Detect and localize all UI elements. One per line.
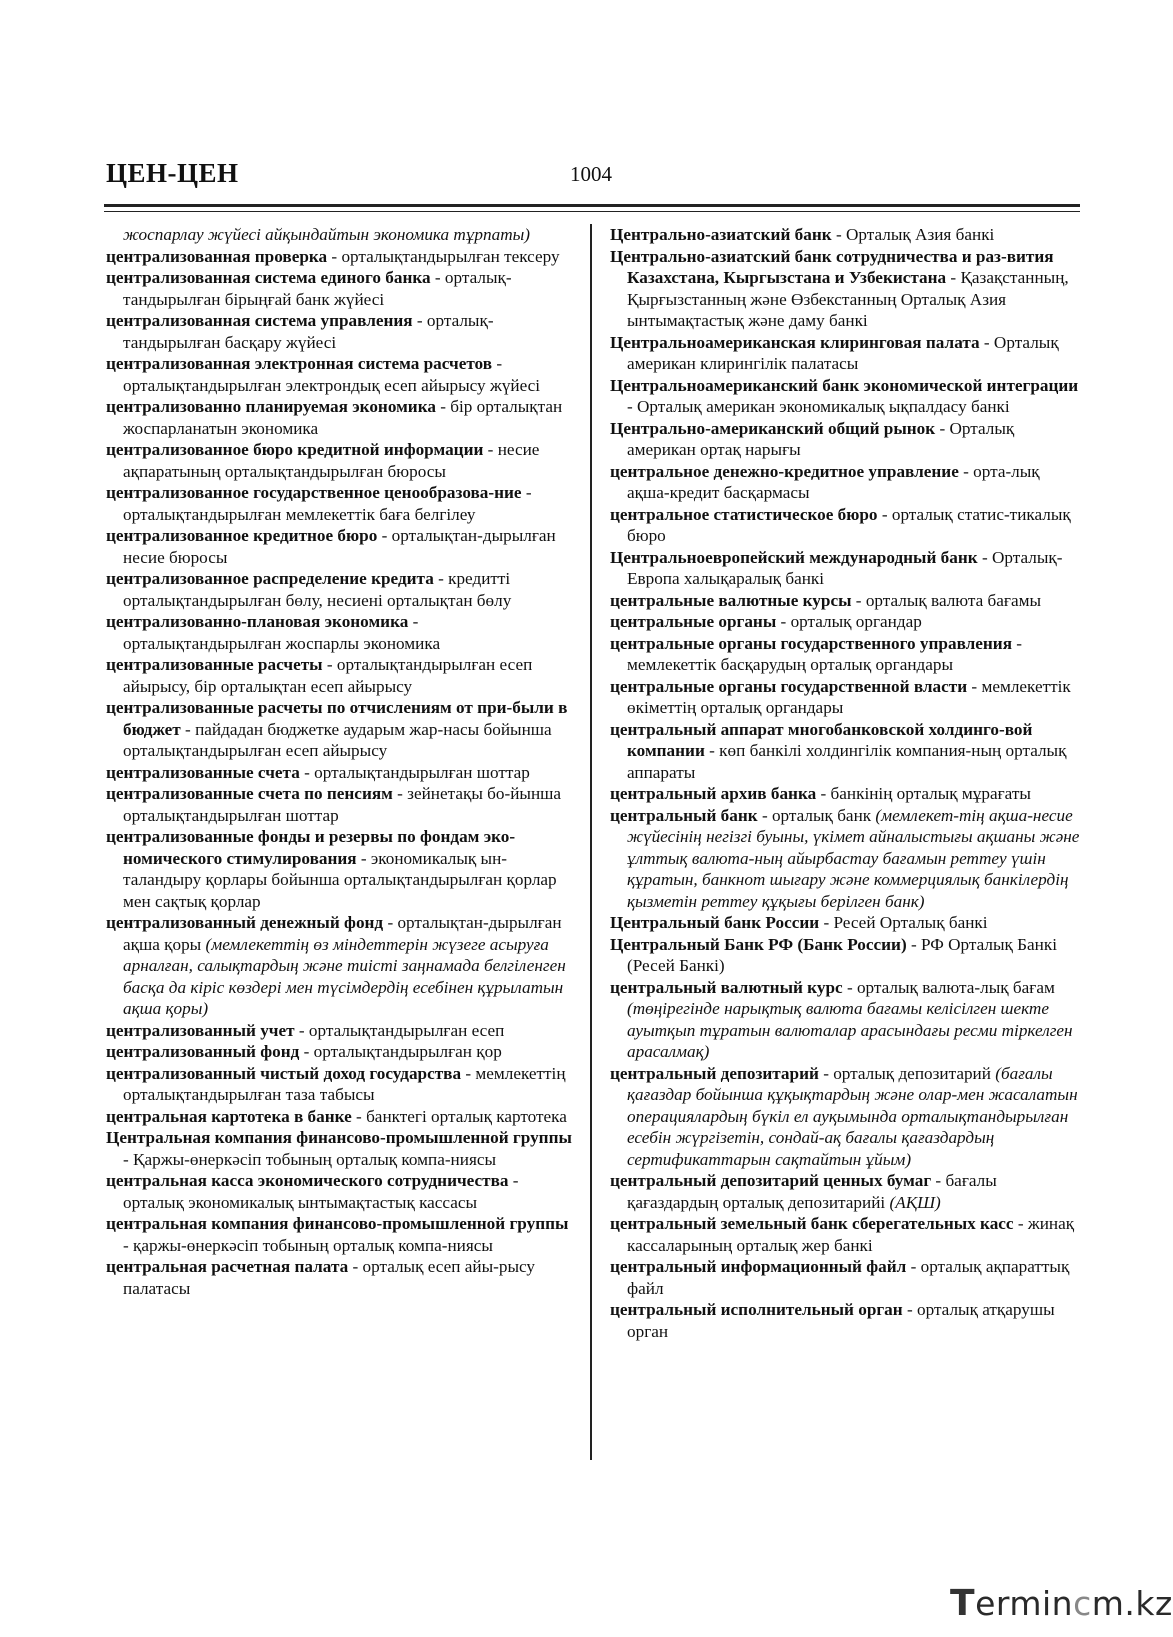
header-rule-thin: [104, 211, 1080, 212]
entry-definition: - орталықтандырылған тексеру: [327, 246, 560, 266]
dictionary-entry: [106, 654, 576, 697]
dictionary-entry: [106, 1041, 576, 1063]
logo-letter: T: [950, 1583, 976, 1624]
entry-term: централизованное государственное ценообразова-ние: [106, 483, 522, 502]
entry-term: центральные валютные курсы: [610, 590, 852, 610]
entry-definition: - РФ Орталық Банкі (Ресей Банкі): [627, 934, 1058, 975]
entry-term: Центрально-американский общий рынок: [610, 418, 936, 438]
entry-term: централизованные расчеты: [106, 655, 323, 674]
entry-definition: - орталық валюта-лық бағам: [842, 977, 1055, 997]
entry-term: центральная компания финансово-промышленной группы: [106, 1214, 569, 1233]
entry-definition: - орталық статис-тикалық бюро: [627, 504, 1071, 545]
dictionary-entry: [106, 1106, 576, 1128]
dictionary-entry: [610, 977, 1080, 1063]
entry-definition: - орталық-тандырылған бірыңғай банк жүйесі: [123, 268, 512, 309]
entry-term: центральное денежно-кредитное управление: [610, 461, 959, 481]
dictionary-entry: [106, 1063, 576, 1106]
entry-term: центральный депозитарий ценных бумаг: [610, 1171, 932, 1190]
entry-term: централизованная система управления: [106, 311, 413, 330]
dictionary-entry: [610, 719, 1080, 784]
entry-definition: - мемлекеттің орталықтандырылған таза табысы: [123, 1063, 566, 1104]
dictionary-entry: [106, 1256, 576, 1299]
entry-definition: - орталықтан-дырылған несие бюросы: [123, 526, 556, 567]
right-column: [610, 224, 1080, 1342]
entry-definition: - орталық есеп айы-рысу палатасы: [123, 1257, 536, 1298]
entry-term: централизованная проверка: [106, 246, 328, 266]
entry-term: Центральный Банк РФ (Банк России): [610, 934, 907, 954]
dictionary-entry: [106, 697, 576, 762]
entry-term: Центрально-азиатский банк сотрудничества и раз-вития Казахстана, Кыргызстана и Узбекистана: [610, 246, 1054, 287]
entry-term: центральный исполнительный орган: [610, 1300, 903, 1319]
entry-definition: - орталықтандырылған мемлекеттік баға белгілеу: [123, 483, 532, 524]
entry-definition: - пайдадан бюджетке аударым жар-насы бойынша орталықтандырылған есеп айырысу: [123, 719, 552, 760]
entry-definition: - банктегі орталық картотека: [351, 1106, 567, 1126]
entry-definition: - зейнетақы бо-йынша орталықтандырылған шоттар: [123, 784, 562, 825]
dictionary-entry: [610, 611, 1080, 633]
dictionary-entry: [610, 246, 1080, 332]
logo-text-end: m.kz: [1091, 1584, 1173, 1623]
entry-term: централизованные счета: [106, 762, 300, 782]
entry-definition: - Қазақстанның, Қырғызстанның және Өзбекстанның Орталық Азия ынтымақтастық және даму банкі: [627, 268, 1069, 330]
entry-definition: - орталық банк: [757, 805, 876, 825]
entry-term: центральные органы государственной власти: [610, 676, 968, 696]
dictionary-entry: [610, 805, 1080, 913]
dictionary-entry: [106, 439, 576, 482]
entry-term: Центральная компания финансово-промышленной группы: [106, 1128, 572, 1147]
entry-note: (мемлекеттің өз міндеттерін жүзеге асыруға арналған, салықтардың және тиісті заңнамада белгіленген басқа да кіріс көздері мен түсімдердің есебінен құрылатын ақша қоры): [123, 934, 566, 1018]
entry-definition: - Ресей Орталық банкі: [819, 913, 988, 932]
entry-note: (мемлекет-тің ақша-несие жүйесінің негізгі буыны, үкімет айналыстығы ақшаны және ұлттық валюта-ның айырбастау бағамын реттеу үшін құратын, банкнот шығару және коммерциялық банкілердің қызметін реттеу құқығы берілген банк): [627, 805, 1080, 911]
entry-term: централизованное кредитное бюро: [106, 526, 378, 545]
entry-note: (бағалы қағаздар бойынша құқықтардың және олар-мен жасалатын операциялардың бүкіл ел ауқымында орталықтандырылған есебін жүргізетін, сондай-ақ бағалы қағаздардың сертификаттарын сақтайтын ұйым): [627, 1063, 1078, 1169]
entry-term: центральная касса экономического сотрудничества: [106, 1171, 509, 1190]
entry-term: центральный банк: [610, 805, 758, 825]
entry-definition: - кредитті орталықтандырылған бөлу, несиені орталықтан бөлу: [123, 569, 512, 610]
entry-term: централизованный денежный фонд: [106, 913, 384, 932]
entry-definition: - орталық валюта бағамы: [851, 590, 1042, 610]
entry-term: центральный информационный файл: [610, 1257, 907, 1276]
entry-definition: - орталық органдар: [776, 612, 922, 631]
dictionary-entry: [106, 1170, 576, 1213]
dictionary-entry: [610, 783, 1080, 805]
column-divider: [590, 224, 592, 1460]
entry-term: Центральноамериканский банк экономической интеграции: [610, 375, 1079, 395]
dictionary-entry: [106, 762, 576, 784]
dictionary-entry: [106, 246, 576, 268]
entry-term: централизованные счета по пенсиям: [106, 784, 393, 803]
logo-text: ermin: [975, 1584, 1074, 1623]
entry-term: централизованные фонды и резервы по фондам эко-номического стимулирования: [106, 827, 516, 868]
entry-definition: - орталықтандырылған шоттар: [299, 762, 530, 782]
entry-term: центральная картотека в банке: [106, 1106, 352, 1126]
dictionary-entry: [106, 396, 576, 439]
dictionary-entry: [106, 1213, 576, 1256]
dictionary-entry: [610, 418, 1080, 461]
termincom-logo: [950, 1583, 1173, 1624]
entry-term: центральный аппарат многобанковской холдинго-вой компании: [610, 719, 1033, 760]
entry-definition: - мемлекеттік өкіметтің орталық органдары: [627, 676, 1071, 717]
entry-term: централизованная электронная система расчетов: [106, 354, 493, 373]
dictionary-entry: [610, 224, 1080, 246]
dictionary-entry: [610, 547, 1080, 590]
dictionary-entry: [610, 461, 1080, 504]
entry-definition: - мемлекеттік басқарудың орталық органдары: [627, 633, 1023, 674]
entry-definition: - орталық экономикалық ынтымақтастық кассасы: [123, 1171, 519, 1212]
entry-term: централизованные расчеты по отчислениям от при-были в бюджет: [106, 698, 568, 739]
entry-definition: - жинақ кассаларының орталық жер банкі: [627, 1214, 1075, 1255]
entry-term: централизованное распределение кредита: [106, 569, 434, 588]
entry-definition: - Орталық американ экономикалық ықпалдасу банкі: [627, 397, 1010, 416]
entry-term: Центрально-азиатский банк: [610, 225, 832, 244]
entry-term: централизованно планируемая экономика: [106, 397, 436, 416]
entry-term: центральные органы государственного управления: [610, 633, 1012, 653]
entry-definition: - орталықтандырылған есеп айырысу, бір орталықтан есеп айырысу: [123, 655, 533, 696]
entry-term: централизованный учет: [106, 1020, 295, 1040]
dictionary-entry: [106, 1127, 576, 1170]
dictionary-entry: [106, 826, 576, 912]
dictionary-entry: [610, 633, 1080, 676]
dictionary-entry: [610, 1213, 1080, 1256]
dictionary-entry: [106, 912, 576, 1020]
entry-definition: - орталықтан-дырылған ақша қоры: [123, 913, 562, 954]
entry-definition: - қаржы-өнеркәсіп тобының орталық компа-ниясы: [123, 1235, 493, 1255]
dictionary-entry: [610, 676, 1080, 719]
entry-term: центральная расчетная палата: [106, 1257, 349, 1276]
entry-definition: - экономикалық ын-таландыру қорлары бойынша орталықтандырылған қорлар мен сақтық қорлар: [123, 848, 557, 911]
entry-definition: - Орталық-Европа халықаралық банкі: [627, 547, 1063, 588]
logo-accent: c: [1073, 1584, 1092, 1623]
entry-definition: - орталық ақпараттық файл: [627, 1257, 1070, 1298]
left-column: [106, 224, 576, 1299]
entry-definition: - орталық депозитарий: [818, 1063, 996, 1083]
entry-term: Центральный банк России: [610, 913, 820, 932]
dictionary-entry: [106, 224, 576, 246]
dictionary-entry: [106, 1020, 576, 1042]
entry-note: (төңірегінде нарықтық валюта бағамы келісілген шекте ауытқып тұратын валюталар арасындағы ресми тіркелген арасалмақ): [627, 999, 1073, 1061]
entry-term: Центральноамериканская клиринговая палата: [610, 332, 980, 352]
entry-definition: - Орталық американ клирингілік палатасы: [627, 332, 1059, 373]
dictionary-entry: [106, 568, 576, 611]
entry-term: централизованное бюро кредитной информации: [106, 440, 484, 459]
dictionary-entry: [610, 1256, 1080, 1299]
dictionary-entry: [610, 1299, 1080, 1342]
dictionary-entry: [106, 611, 576, 654]
page-number: 1004: [570, 162, 612, 186]
entry-term: центральный архив банка: [610, 784, 817, 803]
entry-term: центральный депозитарий: [610, 1063, 819, 1083]
entry-definition: - несие ақпаратының орталықтандырылған бюросы: [123, 440, 540, 481]
page-header-title: ЦЕН-ЦЕН: [106, 158, 239, 188]
entry-definition: - бір орталықтан жоспарланатын экономика: [123, 397, 563, 438]
dictionary-entry: [106, 353, 576, 396]
entry-definition: - орталықтандырылған қор: [299, 1042, 502, 1061]
dictionary-entry: [610, 332, 1080, 375]
dictionary-entry: [610, 590, 1080, 612]
dictionary-entry: [610, 912, 1080, 934]
entry-definition: - банкінің орталық мұрағаты: [816, 784, 1031, 803]
header-rule: [104, 204, 1080, 207]
entry-term: центральный земельный банк сберегательных касс: [610, 1214, 1014, 1233]
dictionary-entry: [106, 525, 576, 568]
dictionary-entry: [106, 783, 576, 826]
entry-definition: - Орталық американ ортақ нарығы: [627, 418, 1015, 459]
entry-definition: - бағалы қағаздардың орталық депозитарийі: [627, 1171, 997, 1212]
entry-note: жоспарлау жүйесі айқындайтын экономика тұрпаты): [123, 225, 530, 244]
entry-definition: - орталық-тандырылған басқару жүйесі: [123, 311, 494, 352]
dictionary-entry: [610, 1063, 1080, 1171]
entry-term: Центральноевропейский международный банк: [610, 547, 978, 567]
entry-term: централизованный чистый доход государства: [106, 1063, 462, 1083]
entry-term: централизованный фонд: [106, 1042, 300, 1061]
dictionary-entry: [610, 934, 1080, 977]
dictionary-entry: [610, 504, 1080, 547]
entry-definition: - орталықтандырылған есеп: [294, 1020, 505, 1040]
dictionary-entry: [106, 310, 576, 353]
dictionary-entry: [106, 267, 576, 310]
entry-definition: - орта-лық ақша-кредит басқармасы: [627, 461, 1040, 502]
entry-term: центральное статистическое бюро: [610, 504, 878, 524]
entry-definition: - орталық атқарушы орган: [627, 1300, 1055, 1341]
dictionary-entry: [610, 1170, 1080, 1213]
entry-definition: - орталықтандырылған жоспарлы экономика: [123, 612, 441, 653]
dictionary-entry: [610, 375, 1080, 418]
entry-definition: - Орталық Азия банкі: [831, 225, 995, 244]
entry-definition: - орталықтандырылған электрондық есеп айырысу жүйесі: [123, 354, 541, 395]
entry-term: центральные органы: [610, 612, 777, 631]
dictionary-entry: [106, 482, 576, 525]
entry-term: централизованно-плановая экономика: [106, 612, 409, 631]
entry-definition: - Қаржы-өнеркәсіп тобының орталық компа-ниясы: [123, 1149, 497, 1169]
entry-term: централизованная система единого банка: [106, 268, 431, 287]
entry-definition: - көп банкілі холдингілік компания-ның орталық аппараты: [627, 741, 1067, 782]
entry-note: (АҚШ): [889, 1192, 941, 1212]
entry-term: центральный валютный курс: [610, 977, 843, 997]
